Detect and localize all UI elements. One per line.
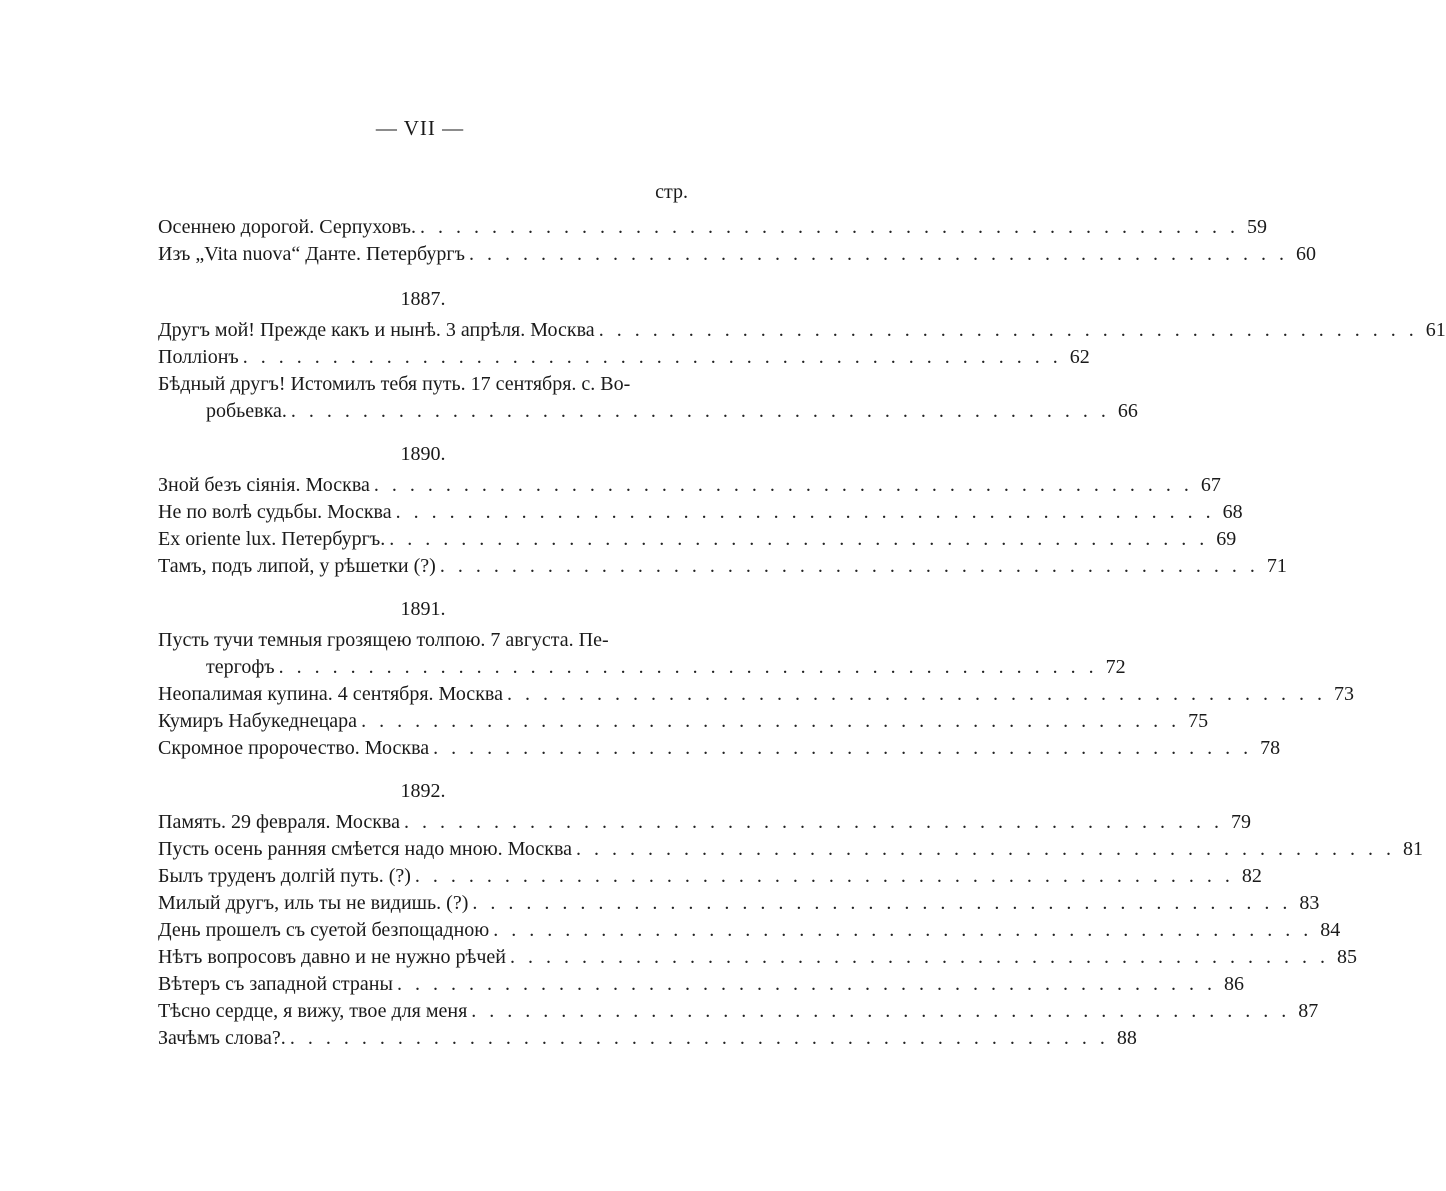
toc-entry — [158, 1025, 1137, 1052]
entry-page-number: 66 — [1117, 400, 1138, 422]
entry-title: Осеннею дорогой. Серпуховъ. — [158, 216, 416, 238]
entry-title: Поллiонъ — [158, 346, 239, 368]
entry-title: Зачѣмъ слова?. — [158, 1027, 286, 1049]
entry-page-number: 73 — [1333, 683, 1354, 705]
year-heading: 1890. — [400, 443, 446, 465]
entry-title: Бѣдный другъ! Истомилъ тебя путь. 17 сентября. с. Во- — [158, 373, 631, 395]
entry-page-number: 81 — [1403, 838, 1424, 860]
page-column-label: стр. — [655, 181, 688, 203]
dot-leader: . . . . . . . . . . . . . . . . . . . . . . . . . . . . . . . . . . . . . . . . . . . . . . — [433, 737, 1253, 759]
dot-leader: . . . . . . . . . . . . . . . . . . . . . . . . . . . . . . . . . . . . . . . . . . . . . . — [389, 528, 1209, 550]
entry-page-number: 61 — [1425, 319, 1446, 341]
toc-entry — [158, 344, 1090, 371]
entry-page-number: 79 — [1230, 811, 1251, 833]
toc-entry — [158, 241, 1316, 268]
entry-title: тергофъ — [206, 656, 275, 678]
toc-entry — [158, 917, 1341, 944]
entry-title: робьевка. — [206, 400, 287, 422]
entry-title: Кумиръ Набукеднецара — [158, 710, 358, 732]
entry-page-number: 71 — [1266, 555, 1287, 577]
dot-leader: . . . . . . . . . . . . . . . . . . . . . . . . . . . . . . . . . . . . . . . . . . . . . . — [493, 919, 1313, 941]
entry-title: Милый другъ, иль ты не видишь. (?) — [158, 892, 469, 914]
toc-entry — [158, 526, 1237, 553]
dot-leader: . . . . . . . . . . . . . . . . . . . . . . . . . . . . . . . . . . . . . . . . . . . . . . — [419, 216, 1239, 238]
entry-title: Пусть тучи темныя грозящею толпою. 7 августа. Пе- — [158, 629, 609, 651]
entry-title: День прошелъ съ суетой безпощадною — [158, 919, 490, 941]
entry-page-number: 88 — [1116, 1027, 1137, 1049]
entry-page-number: 78 — [1260, 737, 1281, 759]
dot-leader: . . . . . . . . . . . . . . . . . . . . . . . . . . . . . . . . . . . . . . . . . . . . . . — [506, 683, 1326, 705]
dot-leader: . . . . . . . . . . . . . . . . . . . . . . . . . . . . . . . . . . . . . . . . . . . . . . — [414, 865, 1234, 887]
toc-entry — [158, 708, 1209, 735]
entry-page-number: 85 — [1337, 946, 1357, 968]
toc-entry — [158, 809, 1251, 836]
dot-leader: . . . . . . . . . . . . . . . . . . . . . . . . . . . . . . . . . . . . . . . . . . . . . . — [290, 400, 1110, 422]
entry-title: Вѣтеръ съ западной страны — [158, 973, 393, 995]
entry-title: Ex oriente lux. Петербургъ. — [158, 528, 386, 550]
entry-title: Скромное пророчество. Москва — [158, 737, 430, 759]
entry-title: Зной безъ сiянiя. Москва — [158, 474, 370, 496]
dot-leader: . . . . . . . . . . . . . . . . . . . . . . . . . . . . . . . . . . . . . . . . . . . . . . — [510, 946, 1329, 968]
toc-entry — [158, 499, 1243, 526]
toc-entry — [158, 890, 1320, 917]
entry-title: Изъ „Vita nuova“ Данте. Петербургъ — [158, 243, 465, 265]
toc-entry — [158, 398, 1138, 425]
dot-leader: . . . . . . . . . . . . . . . . . . . . . . . . . . . . . . . . . . . . . . . . . . . . . . — [373, 474, 1193, 496]
dot-leader: . . . . . . . . . . . . . . . . . . . . . . . . . . . . . . . . . . . . . . . . . . . . . . — [278, 656, 1098, 678]
entry-page-number: 87 — [1298, 1000, 1319, 1022]
entry-page-number: 67 — [1200, 474, 1221, 496]
entry-page-number: 59 — [1246, 216, 1267, 238]
dot-leader: . . . . . . . . . . . . . . . . . . . . . . . . . . . . . . . . . . . . . . . . . . . . . . — [403, 811, 1223, 833]
toc-entry — [158, 681, 1354, 708]
entry-title: Другъ мой! Прежде какъ и нынѣ. 3 апрѣля. Москва — [158, 319, 595, 341]
toc-entry — [158, 317, 1446, 344]
year-heading: 1887. — [400, 288, 446, 310]
dot-leader: . . . . . . . . . . . . . . . . . . . . . . . . . . . . . . . . . . . . . . . . . . . . . . — [598, 319, 1418, 341]
year-heading: 1891. — [400, 598, 446, 620]
entry-page-number: 60 — [1295, 243, 1316, 265]
dot-leader: . . . . . . . . . . . . . . . . . . . . . . . . . . . . . . . . . . . . . . . . . . . . . . — [472, 892, 1292, 914]
toc-entry — [158, 472, 1221, 499]
toc-entry — [158, 553, 1287, 580]
dot-leader: . . . . . . . . . . . . . . . . . . . . . . . . . . . . . . . . . . . . . . . . . . . . . . — [471, 1000, 1291, 1022]
entry-title: Былъ труденъ долгiй путь. (?) — [158, 865, 411, 887]
entry-page-number: 75 — [1188, 710, 1209, 732]
toc-entry-line — [158, 371, 688, 398]
toc-entry — [158, 654, 1126, 681]
toc-entry — [158, 863, 1262, 890]
toc-entry — [158, 998, 1319, 1025]
entry-page-number: 68 — [1222, 501, 1243, 523]
entry-title: Тѣсно сердце, я вижу, твое для меня — [158, 1000, 468, 1022]
toc-entry — [158, 971, 1244, 998]
toc-entry — [158, 836, 1424, 863]
entry-title: Пусть осень ранняя смѣется надо мною. Москва — [158, 838, 573, 860]
dot-leader: . . . . . . . . . . . . . . . . . . . . . . . . . . . . . . . . . . . . . . . . . . . . . . — [396, 973, 1216, 995]
dot-leader: . . . . . . . . . . . . . . . . . . . . . . . . . . . . . . . . . . . . . . . . . . . . . . — [361, 710, 1181, 732]
entry-title: Не по волѣ судьбы. Москва — [158, 501, 392, 523]
entry-page-number: 69 — [1216, 528, 1237, 550]
dot-leader: . . . . . . . . . . . . . . . . . . . . . . . . . . . . . . . . . . . . . . . . . . . . . . — [468, 243, 1288, 265]
page-number-header: — VII — — [375, 116, 465, 140]
entry-page-number: 83 — [1299, 892, 1320, 914]
entry-page-number: 84 — [1320, 919, 1341, 941]
dot-leader: . . . . . . . . . . . . . . . . . . . . . . . . . . . . . . . . . . . . . . . . . . . . . . — [576, 838, 1396, 860]
dot-leader: . . . . . . . . . . . . . . . . . . . . . . . . . . . . . . . . . . . . . . . . . . . . . . — [289, 1027, 1109, 1049]
entry-title: Нѣтъ вопросовъ давно и не нужно рѣчей — [158, 946, 506, 968]
toc-entry-line — [158, 627, 688, 654]
entry-title: Память. 29 февраля. Москва — [158, 811, 400, 833]
entry-page-number: 82 — [1241, 865, 1262, 887]
dot-leader: . . . . . . . . . . . . . . . . . . . . . . . . . . . . . . . . . . . . . . . . . . . . . . — [242, 346, 1062, 368]
table-of-contents — [158, 214, 1446, 1052]
toc-entry — [158, 944, 1357, 971]
entry-page-number: 62 — [1069, 346, 1090, 368]
entry-page-number: 86 — [1223, 973, 1244, 995]
dot-leader: . . . . . . . . . . . . . . . . . . . . . . . . . . . . . . . . . . . . . . . . . . . . . . — [395, 501, 1215, 523]
toc-entry — [158, 735, 1281, 762]
entry-title: Тамъ, подъ липой, у рѣшетки (?) — [158, 555, 436, 577]
dot-leader: . . . . . . . . . . . . . . . . . . . . . . . . . . . . . . . . . . . . . . . . . . . . . . — [439, 555, 1259, 577]
entry-title: Неопалимая купина. 4 сентября. Москва — [158, 683, 503, 705]
toc-entry — [158, 214, 1267, 241]
entry-page-number: 72 — [1105, 656, 1126, 678]
year-heading: 1892. — [400, 780, 446, 802]
